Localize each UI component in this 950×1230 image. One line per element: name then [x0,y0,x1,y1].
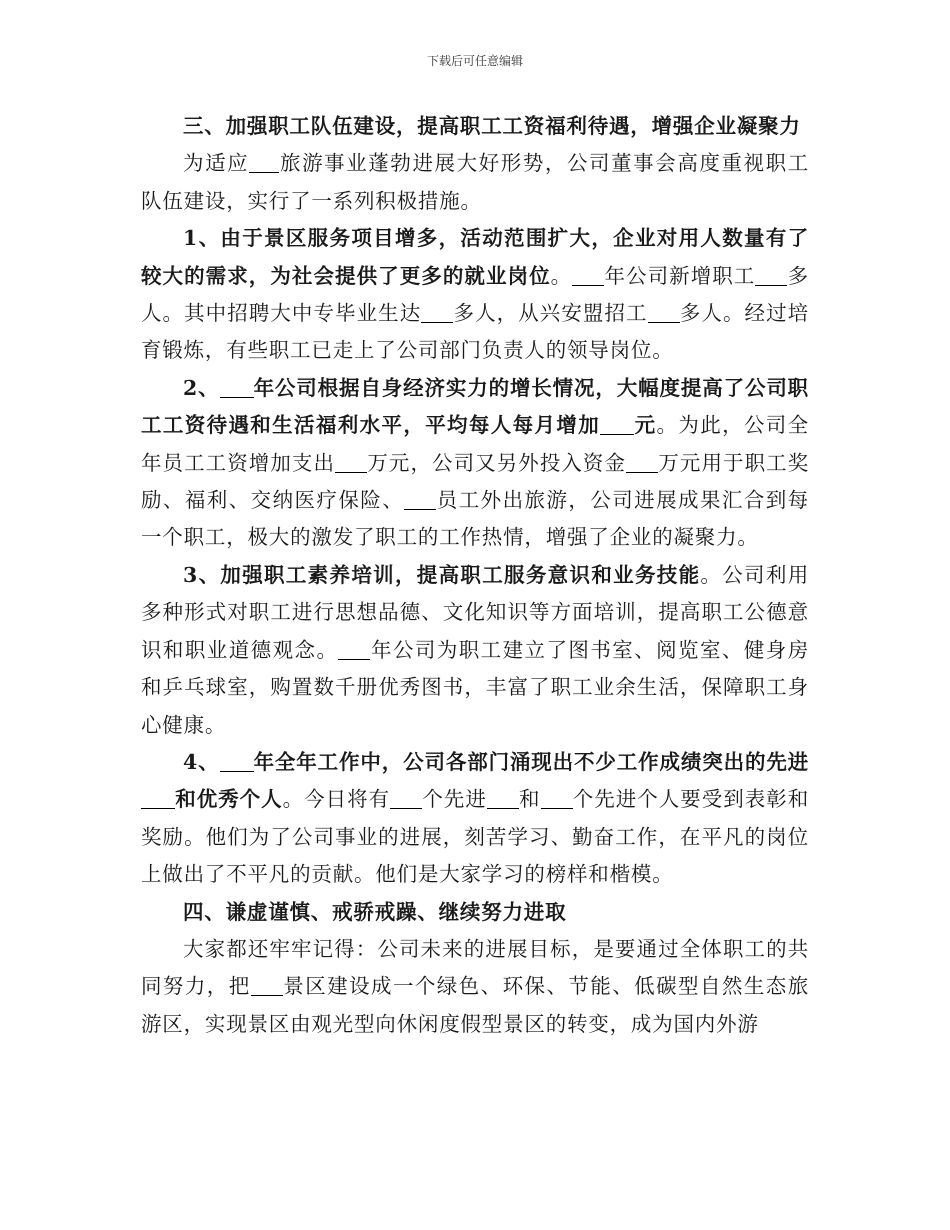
blank-underline [404,487,436,510]
blank-underline [249,150,279,173]
page-header: 下载后可任意编辑 [426,54,523,68]
blank-underline [648,300,680,323]
blank-underline [600,412,634,435]
paragraph-last: 大家都还牢牢记得：公司未来的进展目标，是要通过全体职工的共同努力，把 景区建设成一个绿色、环保、节能、低碳型自然生态旅游区，实现景区由观光型向休闲度假型景区的转变，成为国内外游 [141,936,809,1036]
blank-underline [755,263,787,286]
blank-underline [338,637,370,660]
blank-underline [141,786,175,809]
blank-underline [220,749,254,772]
blank-underline [487,786,519,809]
document-body [141,108,809,1043]
blank-underline [626,450,658,473]
paragraph-item-2: 2、 年公司根据自身经济实力的增长情况，大幅度提高了公司职工工资待遇和生活福利水平，平均每人每月增加 元。为此，公司全年员工工资增加支出 万元，公司又另外投入资金 万元用于职工奖励、福利、交纳医疗保险、 员工外出旅游，公司进展成果汇合到每一个职工，极大的激发了职工的工作热情，增强了企业的凝聚力。 [141,375,809,550]
blank-underline [390,786,422,809]
blank-underline [335,450,367,473]
paragraph-item-1: 1、由于景区服务项目增多，活动范围扩大，企业对用人数量有了较大的需求，为社会提供了更多的就业岗位。 年公司新增职工 多人。其中招聘大中专毕业生达 多人，从兴安盟招工 多人。经过培育锻炼，有些职工已走上了公司部门负责人的领导岗位。 [141,226,809,363]
blank-underline [220,375,254,398]
blank-underline [541,786,573,809]
section-heading-4: 四、谦虚谨慎、戒骄戒躁、继续努力进取 [183,899,567,924]
blank-underline [251,973,283,996]
paragraph-item-3: 3、加强职工素养培训，提高职工服务意识和业务技能。公司利用多种形式对职工进行思想品德、文化知识等方面培训，提高职工公德意识和职业道德观念。 年公司为职工建立了图书室、阅览室、健身房和乒乓球室，购置数千册优秀图书，丰富了职工业余生活，保障职工身心健康。 [141,562,810,737]
paragraph-item-4: 4、 年全年工作中，公司各部门涌现出不少工作成绩突出的先进和优秀个人。今日将有 个先进 和 个先进个人要受到表彰和奖励。他们为了公司事业的进展，刻苦学习、勤奋工作，在平凡的岗位上做出了不平凡的贡献。他们是大家学习的榜样和楷模。 [141,749,809,887]
section-heading-3: 三、加强职工队伍建设，提高职工工资福利待遇，增强企业凝聚力 [183,114,801,138]
paragraph-intro: 为适应 旅游事业蓬勃进展大好形势，公司董事会高度重视职工队伍建设，实行了一系列积极措施。 [141,151,810,213]
blank-underline [421,300,453,323]
blank-underline [572,263,604,286]
